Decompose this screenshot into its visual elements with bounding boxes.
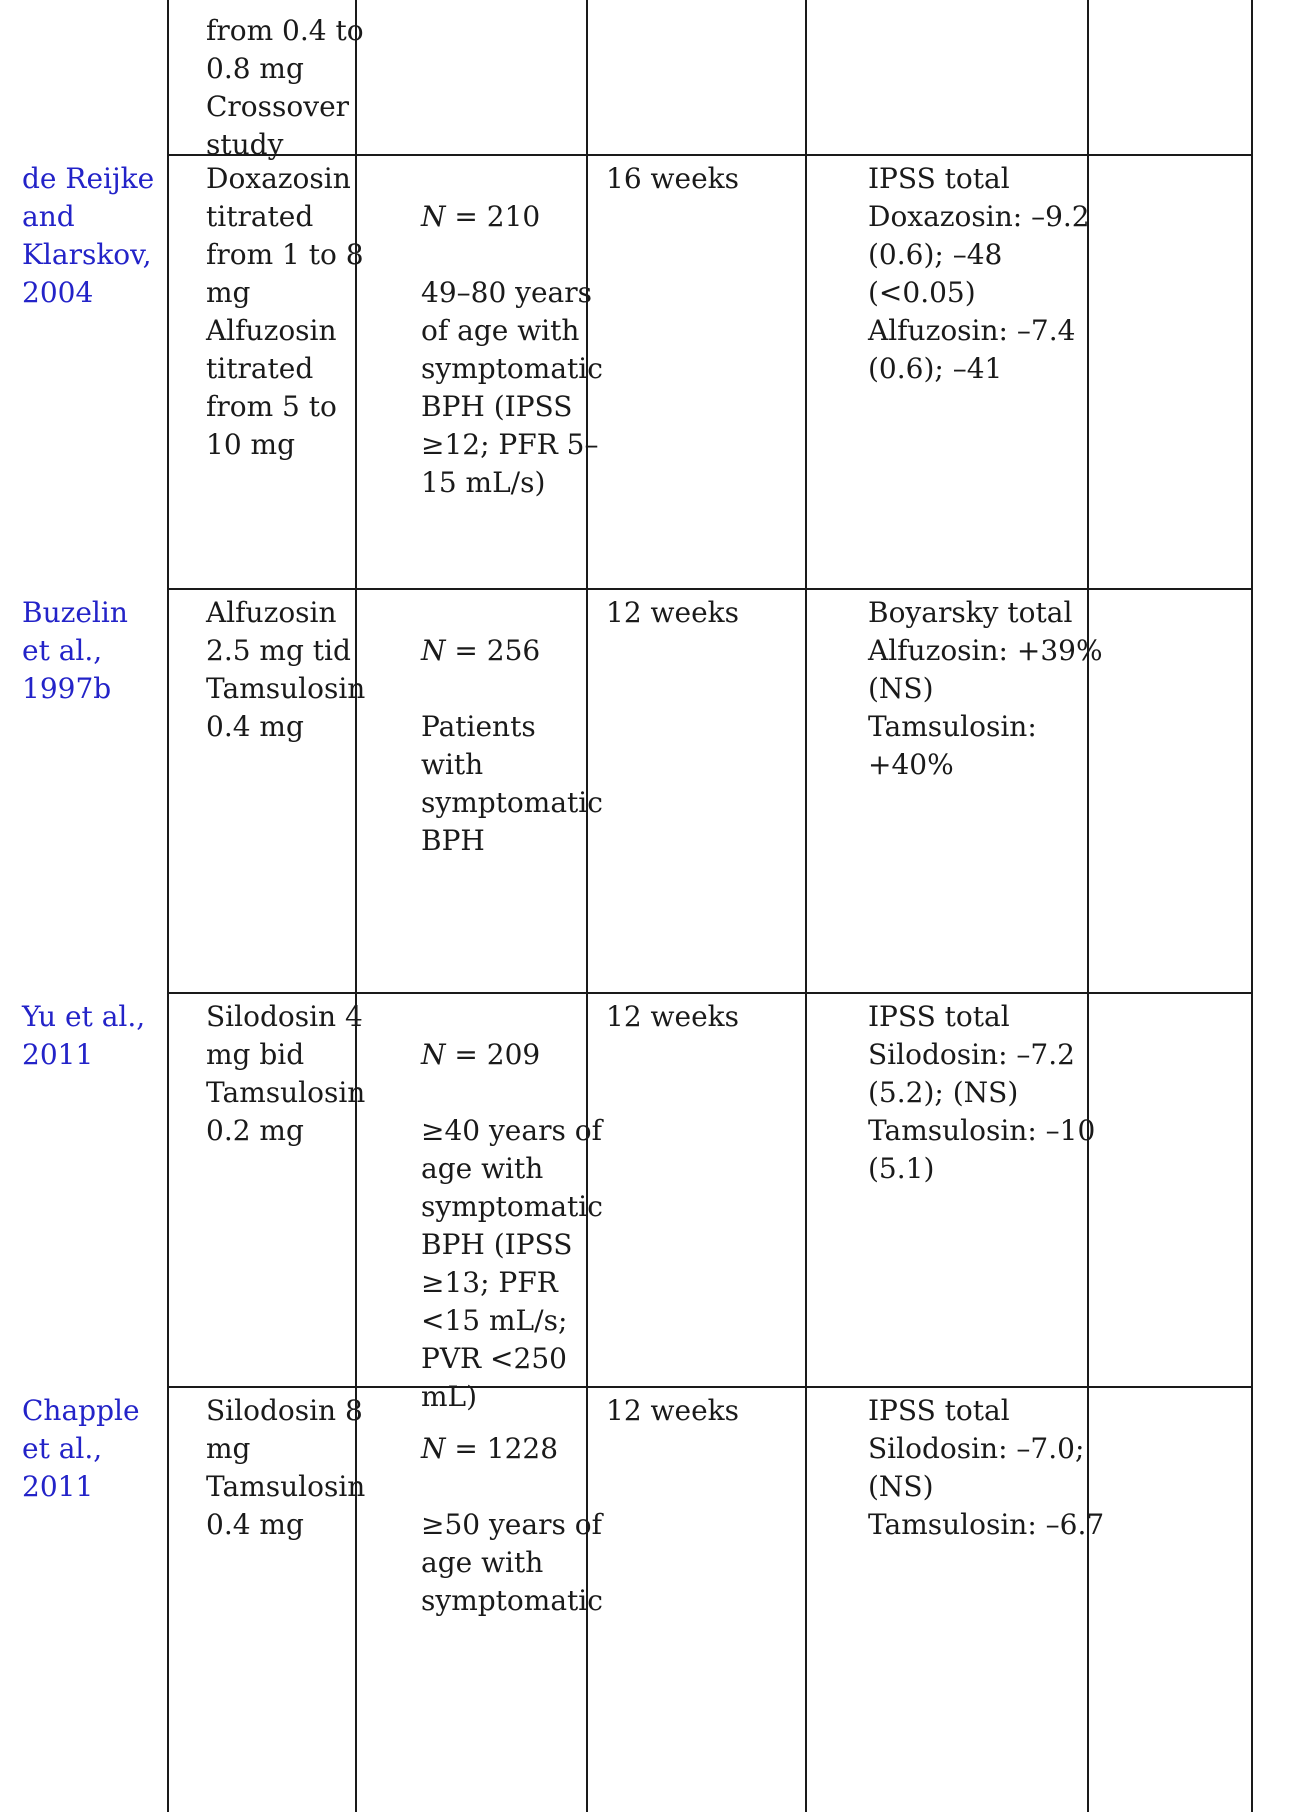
outcome-cell: IPSS total Silodosin: –7.2 (5.2); (NS) Tamsulosin: –10 (5.1) [868,1000,1096,1185]
patients-cell [421,594,603,860]
treatment-cell: Silodosin 4 mg bid Tamsulosin 0.2 mg [206,1000,366,1147]
duration-cell: 12 weeks [606,596,739,629]
outcome-cell: IPSS total Doxazosin: –9.2 (0.6); –48 (<0.05) Alfuzosin: –7.4 (0.6); –41 [868,162,1090,385]
n-value: = 209 [445,1038,541,1071]
row-divider [167,992,1253,994]
patients-description: ≥40 years of age with symptomatic BPH (IPSS ≥13; PFR <15 mL/s; PVR <250 mL) [421,1114,603,1413]
n-value: = 1228 [445,1432,559,1465]
row-divider [167,1386,1253,1388]
n-label: N [421,1038,446,1071]
treatment-cell: Doxazosin titrated from 1 to 8 mg Alfuzosin titrated from 5 to 10 mg [206,162,364,461]
n-value: = 256 [445,634,541,667]
treatment-cell: Silodosin 8 mg Tamsulosin 0.4 mg [206,1394,366,1541]
outcome-cell: IPSS total Silodosin: –7.0; (NS) Tamsulosin: –6.7 [868,1394,1105,1541]
study-reference-link[interactable]: de Reijke and Klarskov, 2004 [22,162,155,309]
study-reference-link[interactable]: Chapple et al., 2011 [22,1394,140,1503]
patients-description: 49–80 years of age with symptomatic BPH (IPSS ≥12; PFR 5– 15 mL/s) [421,276,603,499]
row-divider [167,588,1253,590]
study-reference-link[interactable]: Buzelin et al., 1997b [22,596,128,705]
duration-cell: 12 weeks [606,1394,739,1427]
n-value: = 210 [445,200,541,233]
patients-cell [421,998,603,1416]
treatment-cell: from 0.4 to 0.8 mg Crossover study [206,14,364,161]
duration-cell: 12 weeks [606,1000,739,1033]
patients-description: Patients with symptomatic BPH [421,710,603,857]
patients-description: ≥50 years of age with symptomatic [421,1508,603,1617]
patients-cell [421,1392,603,1620]
table-border-col4 [805,0,807,1812]
n-label: N [421,634,446,667]
outcome-cell: Boyarsky total Alfuzosin: +39% (NS) Tamsulosin: +40% [868,596,1103,781]
n-label: N [421,1432,446,1465]
duration-cell: 16 weeks [606,162,739,195]
n-label: N [421,200,446,233]
treatment-cell: Alfuzosin 2.5 mg tid Tamsulosin 0.4 mg [206,596,366,743]
table-border-left [167,0,169,1812]
table-border-right [1251,0,1253,1812]
patients-cell [421,160,603,502]
study-reference-link[interactable]: Yu et al., 2011 [22,1000,146,1071]
